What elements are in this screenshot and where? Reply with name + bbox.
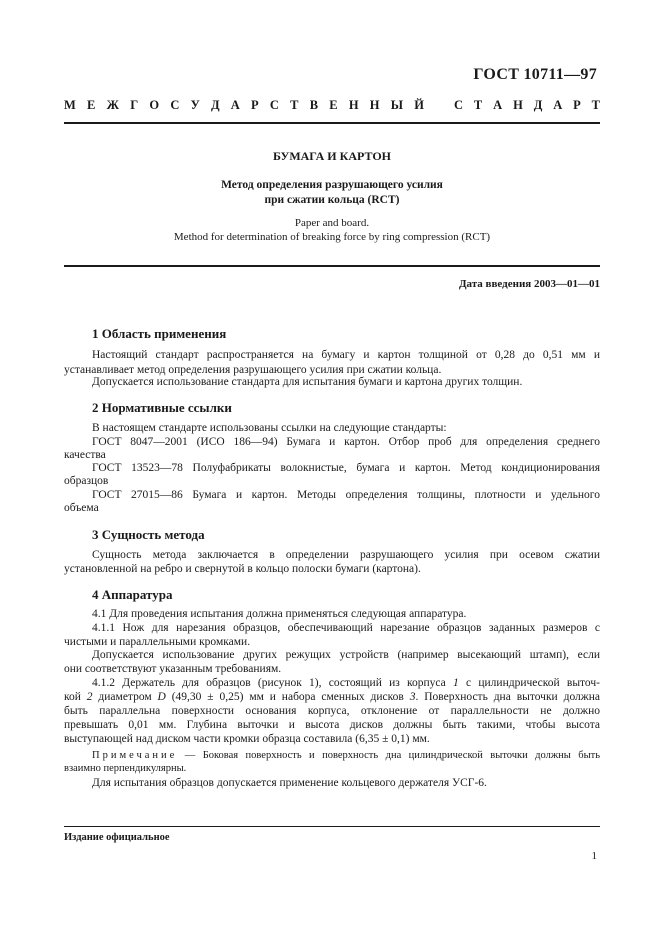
clause-4-1-1-line-2: чистыми и параллельными кромками. — [64, 636, 251, 648]
banner-letter: Т — [591, 98, 600, 112]
banner-letter: Н — [513, 98, 523, 112]
note-line-1: — Боковая поверхность и поверхность дна цилиндрической выточки должны быть — [177, 750, 600, 761]
banner-letter: Й — [414, 98, 424, 112]
footer-rule — [64, 826, 600, 827]
method-title-line-2: при сжатии кольца (RCT) — [264, 194, 400, 206]
banner-letter: Р — [573, 98, 581, 112]
section-4-heading: 4 Аппаратура — [92, 587, 173, 602]
reference-gost-8047-line-2: качества — [64, 449, 106, 461]
section-1-paragraph-1-line-2: устанавливает метод определения разрушающего усилия при сжатии кольца. — [64, 364, 442, 376]
clause-4-1-2-line-3: быть параллельна поверхности основания корпуса, отклонение от параллельности не должно — [64, 705, 600, 717]
banner-letter: Е — [87, 98, 96, 112]
banner-letter: Т — [473, 98, 483, 112]
note — [92, 749, 600, 763]
english-title-line-2: Method for determination of breaking force by ring compression (RCT) — [173, 231, 491, 243]
clause-4-1-2-line-1 — [92, 676, 600, 691]
standard-type-banner — [64, 98, 600, 113]
clause-4-1-2-line-1-text-b: с цилиндрической выточ- — [458, 677, 601, 689]
note-line-2: взаимно перпендикулярны. — [64, 763, 187, 774]
callout-3: 3 — [409, 691, 416, 703]
reference-gost-27015-line-2: объема — [64, 502, 99, 514]
section-3-heading: 3 Сущность метода — [92, 527, 205, 542]
reference-gost-13523-line-1: ГОСТ 13523—78 Полуфабрикаты волокнистые, бумага и картон. Метод кондиционирования — [92, 462, 600, 474]
banner-letter: В — [309, 98, 319, 112]
section-3-paragraph-line-2: установленной на ребро и свернутой в кольцо полоски бумаги (картона). — [64, 563, 421, 575]
clause-4-1-1-other-line-1: Допускается использование других режущих устройств (например высекающий штамп), если — [92, 649, 600, 661]
english-title — [64, 216, 600, 244]
method-title-line-1: Метод определения разрушающего усилия — [221, 179, 443, 191]
section-1-paragraph-2: Допускается использование стандарта для испытания бумаги и картона других толщин. — [92, 376, 523, 388]
introduction-date: Дата введения 2003—01—01 — [458, 278, 600, 290]
clause-4-ring-holder: Для испытания образцов допускается применение кольцевого держателя УСГ-6. — [92, 777, 487, 789]
banner-letter: Е — [329, 98, 338, 112]
clause-4-1-2-line-2 — [64, 690, 600, 705]
banner-letter: С — [454, 98, 464, 112]
banner-letter: Ы — [390, 98, 404, 112]
clause-4-1-1-other-line-2: они соответствуют указанным требованиям. — [64, 663, 282, 675]
clause-4-1-2-line-1-text-a: 4.1.2 Держатель для образцов (рисунок 1), состоящий из корпуса — [92, 677, 454, 689]
clause-4-1-2-line-4: превышать 0,01 мм. Глубина выточки и высота дисков должны быть такими, чтобы высота — [64, 719, 600, 731]
diameter-symbol-d: D — [157, 691, 166, 703]
section-1-heading: 1 Область применения — [92, 326, 227, 341]
section-1-paragraph-1-line-1: Настоящий стандарт распространяется на бумагу и картон толщиной от 0,28 до 0,51 мм и — [92, 349, 600, 361]
clause-4-1-2-line-2-text-c: (49,30 ± 0,25) мм и набора сменных дисков — [165, 691, 410, 703]
header-rule — [64, 122, 600, 124]
banner-letter: А — [493, 98, 503, 112]
banner-letter: Р — [251, 98, 259, 112]
page-number: 1 — [591, 850, 597, 862]
title-rule — [64, 265, 600, 267]
clause-4-1-2-line-2-text-d: . Поверхность дна выточки должна — [415, 691, 600, 703]
clause-4-1: 4.1 Для проведения испытания должна применяться следующая аппаратура. — [92, 608, 467, 620]
banner-letter: Н — [348, 98, 359, 112]
banner-letter: С — [170, 98, 180, 112]
section-3-paragraph-line-1: Сущность метода заключается в определении разрушающего усилия при осевом сжатии — [92, 549, 600, 561]
banner-letter: О — [149, 98, 160, 112]
standard-type-word-interstate — [64, 98, 424, 113]
edition-label: Издание официальное — [64, 832, 170, 843]
note-label: Примечание — [92, 750, 178, 761]
banner-letter: М — [64, 98, 76, 112]
reference-gost-27015-line-1: ГОСТ 27015—86 Бумага и картон. Методы определения толщины, плотности и удельного — [92, 489, 600, 501]
reference-gost-8047-line-1: ГОСТ 8047—2001 (ИСО 186—94) Бумага и картон. Отбор проб для определения среднего — [92, 436, 600, 448]
section-2-heading: 2 Нормативные ссылки — [92, 400, 232, 415]
callout-1: 1 — [453, 677, 459, 689]
reference-gost-13523-line-2: образцов — [64, 475, 109, 487]
standard-type-word-standard — [454, 98, 600, 113]
banner-letter: Т — [290, 98, 299, 112]
banner-letter: Ж — [106, 98, 119, 112]
banner-letter: С — [269, 98, 279, 112]
banner-letter: А — [553, 98, 563, 112]
clause-4-1-2-line-2-text-b: диаметром — [92, 691, 158, 703]
callout-2: 2 — [86, 691, 93, 703]
clause-4-1-2-line-5: выступающей над диском части кромки образца составила (6,35 ± 0,1) мм. — [64, 733, 430, 745]
section-2-intro: В настоящем стандарте использованы ссылки на следующие стандарты: — [92, 422, 447, 434]
method-title — [64, 178, 600, 208]
clause-4-1-2-line-2-text-a: кой — [64, 691, 87, 703]
banner-letter: У — [190, 98, 200, 112]
banner-letter: Д — [533, 98, 543, 112]
gost-number: ГОСТ 10711—97 — [473, 66, 597, 83]
document-title: БУМАГА И КАРТОН — [273, 149, 391, 163]
banner-letter: Д — [210, 98, 220, 112]
banner-letter: Н — [369, 98, 380, 112]
english-title-line-1: Paper and board. — [294, 217, 370, 229]
banner-letter: Г — [130, 98, 139, 112]
banner-letter: А — [230, 98, 240, 112]
clause-4-1-1-line-1: 4.1.1 Нож для нарезания образцов, обеспечивающий нарезание образцов заданных размеров с — [92, 622, 600, 634]
